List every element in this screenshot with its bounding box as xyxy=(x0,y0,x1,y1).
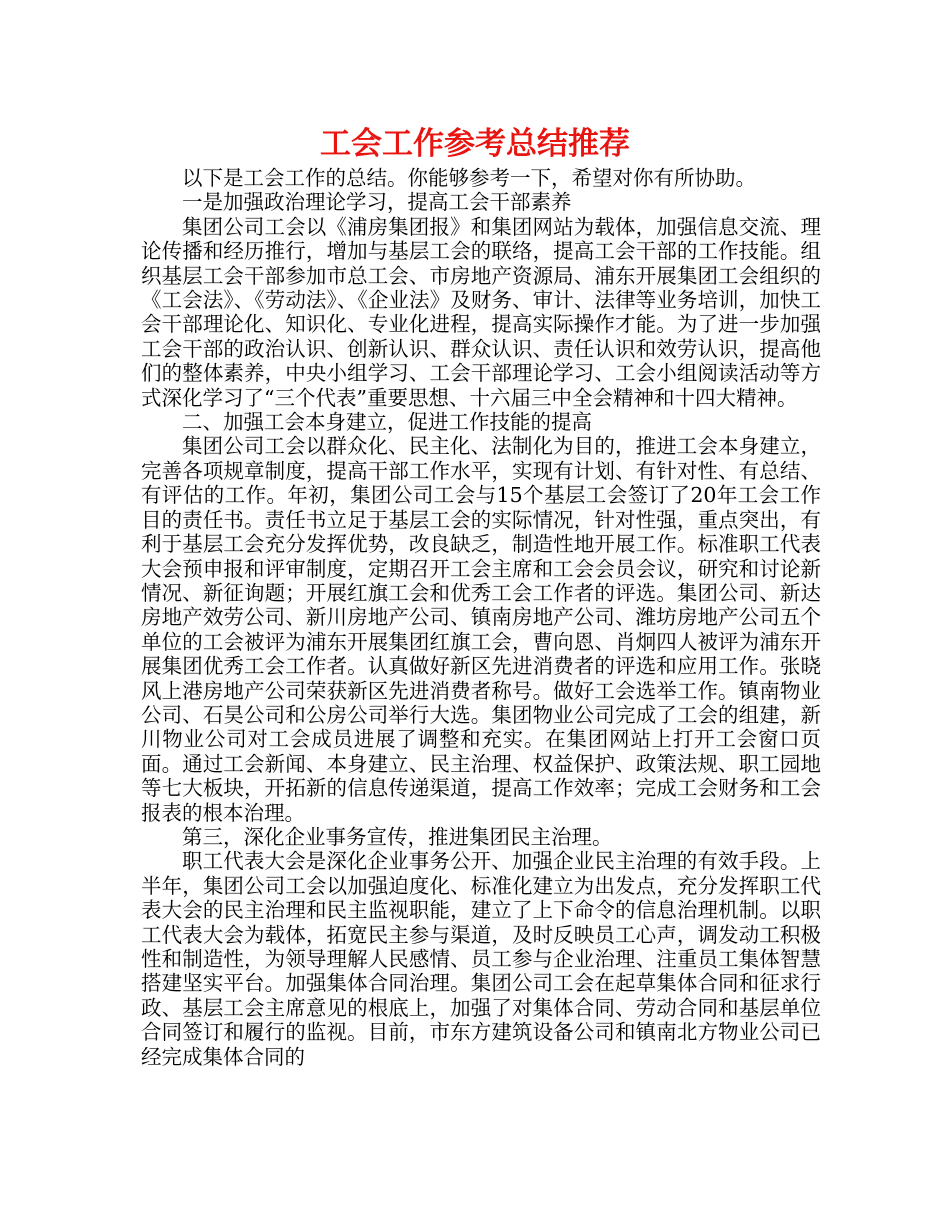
section-heading-1: 一是加强政治理论学习，提高工会干部素养 xyxy=(182,190,572,215)
document-title: 工会工作参考总结推荐 xyxy=(320,126,630,162)
body-paragraph-1: 集团公司工会以《浦房集团报》和集团网站为载体，加强信息交流、理论传播和经历推行，增加与基层工会的联络，提高工会干部的工作技能。组织基层工会干部参加市总工会、市房地产资源局、浦东开展集团工会组织的《工会法》、《劳动法》、《企业法》及财务、审计、法律等业务培训，加快工会干部理论化、知识化、专业化进程，提高实际操作才能。为了进一步加强工会干部的政治认识、创新认识、群众认识、责任认识和效劳认识，提高他们的整体素养，中央小组学习、工会干部理论学习、工会小组阅读活动等方式深化学习了“三个代表”重要思想、十六届三中全会精神和十四大精神。 xyxy=(141,214,821,410)
body-paragraph-3: 职工代表大会是深化企业事务公开、加强企业民主治理的有效手段。上半年，集团公司工会以加强迫度化、标准化建立为出发点，充分发挥职工代表大会的民主治理和民主监视职能，建立了上下命令的信息治理机制。以职工代表大会为载体，拓宽民主参与渠道，及时反映员工心声，调发动工积极性和制造性，为领导理解人民感情、员工参与企业治理、注重员工集体智慧搭建坚实平台。加强集体合同治理。集团公司工会在起草集体合同和征求行政、基层工会主席意见的根底上，加强了对集体合同、劳动合同和基层单位合同签订和履行的监视。目前，市东方建筑设备公司和镇南北方物业公司已经完成集体合同的 xyxy=(141,849,821,1069)
document-body xyxy=(141,166,821,1069)
intro-paragraph: 以下是工会工作的总结。你能够参考一下，希望对你有所协助。 xyxy=(182,166,756,190)
body-paragraph-2: 集团公司工会以群众化、民主化、法制化为目的，推进工会本身建立，完善各项规章制度，提高干部工作水平，实现有计划、有针对性、有总结、有评估的工作。年初，集团公司工会与15个基层工会签订了20年工会工作目的责任书。责任书立足于基层工会的实际情况，针对性强，重点突出，有利于基层工会充分发挥优势，改良缺乏，制造性地开展工作。标准职工代表大会预申报和评审制度，定期召开工会主席和工会会员会议，研究和讨论新情况、新征询题；开展红旗工会和优秀工会工作者的评选。集团公司、新达房地产效劳公司、新川房地产公司、镇南房地产公司、潍坊房地产公司五个单位的工会被评为浦东开展集团红旗工会，曹向恩、肖炯四人被评为浦东开展集团优秀工会工作者。认真做好新区先进消费者的评选和应用工作。张晓风上港房地产公司荣获新区先进消费者称号。做好工会选举工作。镇南物业公司、石昊公司和公房公司举行大选。集团物业公司完成了工会的组建，新川物业公司对工会成员进展了调整和充实。在集团网站上打开工会窗口页面。通过工会新闻、本身建立、民主治理、权益保护、政策法规、职工园地等七大板块，开拓新的信息传递渠道，提高工作效率；完成工会财务和工会报表的根本治理。 xyxy=(141,434,821,825)
section-heading-2: 二、加强工会本身建立，促进工作技能的提高 xyxy=(182,410,592,435)
section-heading-3: 第三，深化企业事务宣传，推进集团民主治理。 xyxy=(182,824,613,849)
